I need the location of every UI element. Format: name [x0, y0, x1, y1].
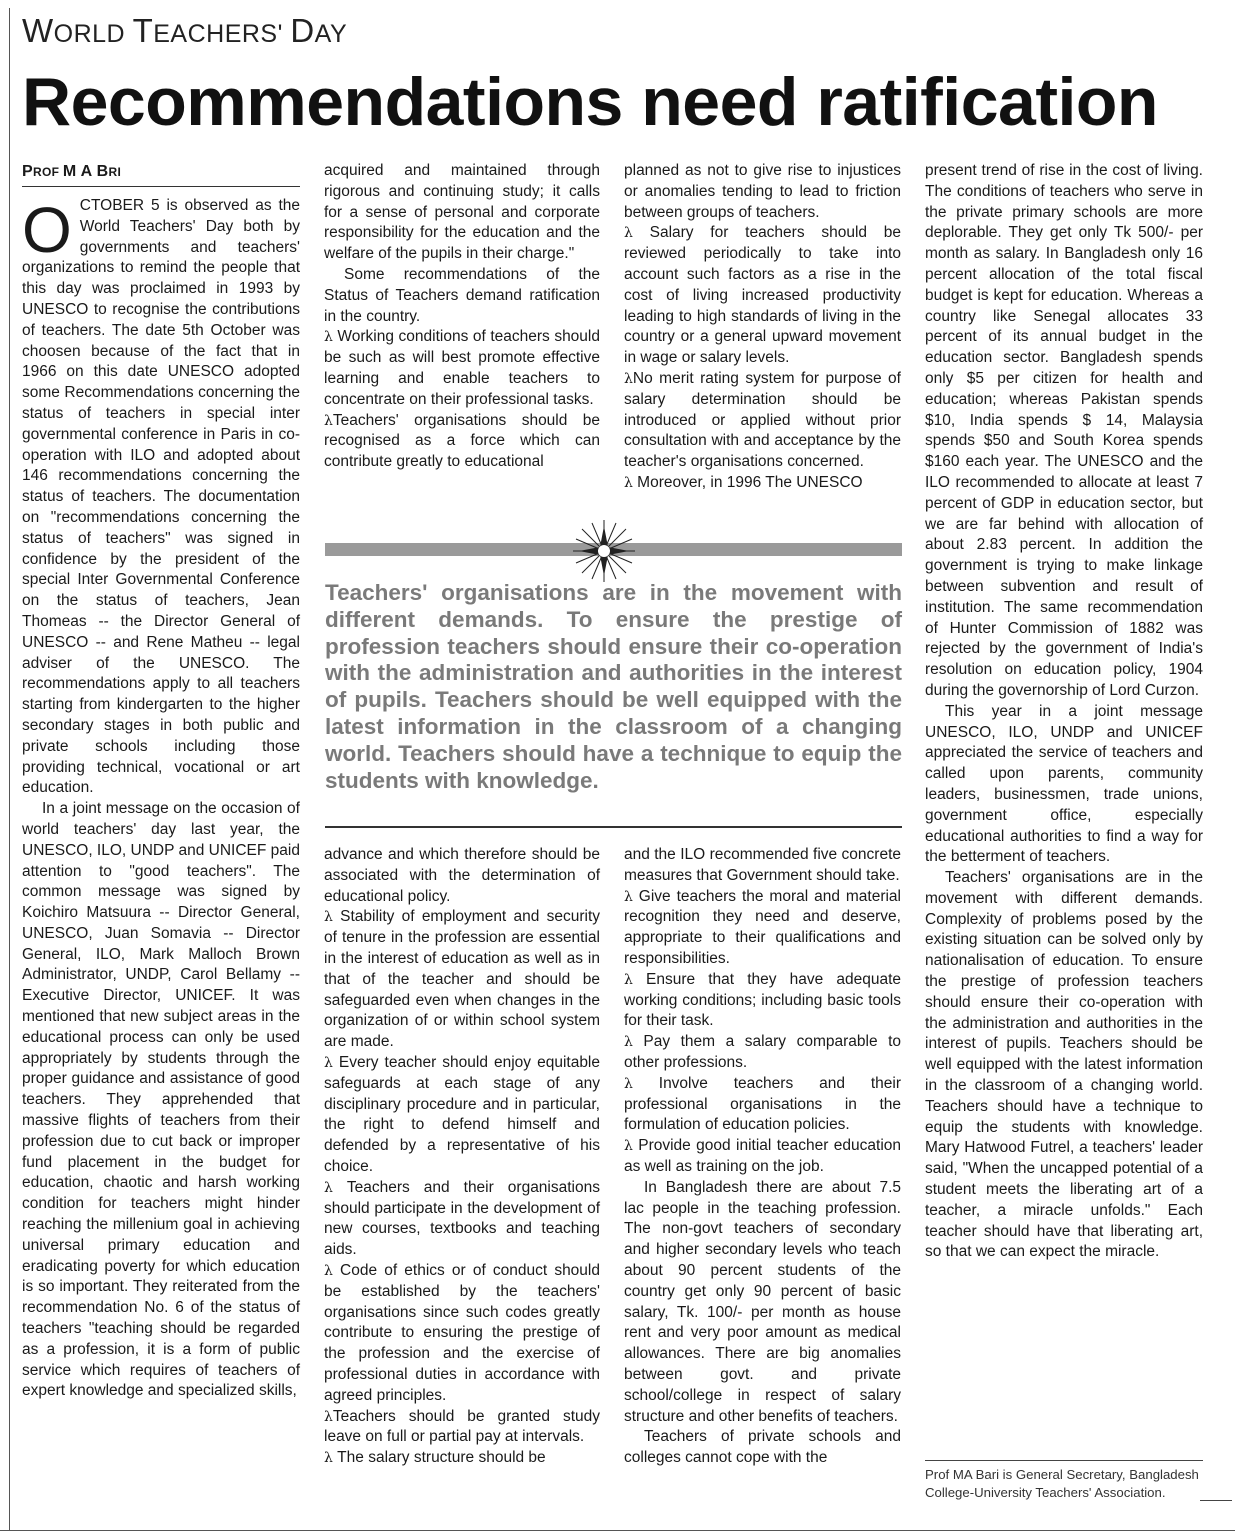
lambda-bullet-icon: λ [324, 909, 333, 926]
bullet-item: λTeachers' organisations should be recognised as a force which can contribute greatly to educational [324, 411, 600, 471]
column-4 [925, 161, 1203, 1263]
lambda-bullet-icon: λ [324, 1262, 333, 1279]
lambda-bullet-icon: λ [624, 1075, 633, 1092]
headline: Recommendations need ratification [22, 64, 1158, 140]
drop-cap: O [22, 194, 72, 266]
paragraph: In Bangladesh there are about 7.5 lac people in the teaching profession. The non-govt teachers of secondary and higher secondary levels who teach about 90 percent students of the country get only 90 percent of basic salary, Tk. 100/- per month as house rent and very poor amount as medical allowances. There are big anomalies between govt. and private school/college in respect of salary structure and other benefits of teachers. [624, 1178, 901, 1425]
lambda-bullet-icon: λ [624, 888, 633, 905]
lambda-bullet-icon: λ [624, 971, 633, 988]
lambda-bullet-icon: λ [324, 1054, 333, 1071]
paragraph: planned as not to give rise to injustices or anomalies tending to lead to friction between groups of teachers. [624, 162, 901, 221]
column-3-top [624, 161, 901, 494]
column-2-bottom [324, 845, 600, 1469]
lambda-bullet-icon: λ [324, 329, 333, 346]
bullet-item: λTeachers should be granted study leave on full or partial pay at intervals. [324, 1407, 600, 1446]
lambda-bullet-icon: λ [324, 1408, 333, 1425]
bottom-rule [0, 1530, 1235, 1531]
paragraph: advance and which therefore should be associated with the determination of educational policy. [324, 846, 600, 905]
lambda-bullet-icon: λ [324, 412, 333, 429]
paragraph: acquired and maintained through rigorous and continuing study; it calls for a sense of personal and corporate responsibility for the education and the welfare of the pupils in their charge." [324, 162, 600, 263]
bullet-item: λ Involve teachers and their professional organisations in the formulation of education policies. [624, 1074, 901, 1134]
bullet-item: λ Salary for teachers should be reviewed periodically to take into account such factors as a rise in the cost of living increased productivity leading to high standards of living in the country or a general upward movement in wage or salary levels. [624, 224, 901, 367]
bullet-item: λ The salary structure should be [324, 1449, 546, 1467]
lambda-bullet-icon: λ [624, 225, 633, 242]
bullet-item: λ Pay them a salary comparable to other professions. [624, 1033, 901, 1071]
bullet-item: λ Give teachers the moral and material recognition they need and deserve, appropriate to their qualifications and responsibilities. [624, 887, 901, 967]
bullet-item: λ Stability of employment and security of tenure in the profession are essential in the interest of education as well as in that of the teacher and should be safeguarded even when changes in the organization of or within school system are made. [324, 908, 600, 1051]
bullet-item: λ Code of ethics or of conduct should be established by the teachers' organisations since such codes greatly contribute to ensuring the prestige of the profession and the exercise of professional duties in accordance with agreed principles. [324, 1261, 600, 1404]
lambda-bullet-icon: λ [324, 1450, 333, 1467]
paragraph: This year in a joint message UNESCO, ILO, UNDP and UNICEF appreciated the service of teachers and called upon parents, community leaders, businessmen, trade unions, government office, especially educational authorities to find a way for the betterment of teachers. [925, 702, 1203, 866]
lambda-bullet-icon: λ [624, 370, 633, 387]
author-note-rule [925, 1460, 1203, 1461]
lambda-bullet-icon: λ [324, 1179, 333, 1196]
bullet-item: λ Provide good initial teacher education as well as training on the job. [624, 1137, 901, 1175]
starburst-icon [571, 518, 637, 584]
author-note-tail-rule [1200, 1500, 1232, 1501]
lead-paragraph: OCTOBER 5 is observed as the World Teachers' Day both by governments and teachers' organizations to remind the people that this day was proclaimed in 1993 by UNESCO to recognise the contributions of teachers. The date 5th October was choosen because of the fact that in 1966 on this date UNESCO adopted some Recommendations concerning the status of teachers in special inter governmental conference in Paris in co-operation with ILO and adopted about 146 recommendations concerning the status of teachers. The documentation on "recommendations concerning the status of teachers" was signed in confidence by the president of the special Inter Governmental Conference on the status of teachers, Jean Thomeas -- the Director General of UNESCO -- and Rene Matheu -- legal adviser of the UNESCO. The recommendations apply to all teachers starting from kindergarten to the higher secondary stages in both public and private schools including those providing technical, vocational or art education. [22, 194, 300, 797]
section-kicker: WORLD TEACHERS' DAY [22, 12, 348, 49]
paragraph: Some recommendations of the Status of Teachers demand ratification in the country. [324, 265, 600, 325]
pullquote: Teachers' organisations are in the movement with different demands. To ensure the prestige of profession teachers should ensure their co-operation with the administration and authorities in the interest of pupils. Teachers should be well equipped with the latest information in the classroom of a changing world. Teachers should have a technique to equip the students with knowledge. [325, 580, 902, 793]
column-2-top [324, 161, 600, 473]
lambda-bullet-icon: λ [624, 1138, 633, 1155]
lambda-bullet-icon: λ [624, 474, 633, 491]
paragraph: Teachers of private schools and colleges cannot cope with the [624, 1428, 901, 1467]
column-1 [22, 196, 300, 1402]
pullquote-rule [325, 826, 902, 828]
lambda-bullet-icon: λ [624, 1034, 633, 1051]
bullet-item: λ Ensure that they have adequate working conditions; including basic tools for their task. [624, 970, 901, 1030]
bullet-item: λ Working conditions of teachers should be such as will best promote effective learning and enable teachers to concentrate on their professional tasks. [324, 328, 600, 408]
paragraph: Teachers' organisations are in the movement with different demands. Complexity of problems posed by the existing situation can be solved only by nationalisation of education. To ensure the prestige of profession teachers should ensure their co-operation with the administration and authorities in the interest of pupils. Teachers should be well equipped with the latest information in the classroom of a changing world. Teachers should have a technique to equip the students with knowledge. Mary Hatwood Futrel, a teachers' leader said, "When the uncapped potential of a student meets the liberating art of a teacher, a miracle unfolds." Each teacher should have that liberating art, so that we can expect the miracle. [925, 869, 1203, 1261]
bullet-item: λ Every teacher should enjoy equitable safeguards at each stage of any disciplinary procedure and in particular, the right to defend himself and defended by a representative of his choice. [324, 1053, 600, 1175]
bullet-item: λ Teachers and their organisations should participate in the development of new courses, textbooks and teaching aids. [324, 1178, 600, 1259]
byline: PROF M A BRI [22, 160, 300, 187]
paragraph: and the ILO recommended five concrete measures that Government should take. [624, 846, 901, 884]
left-column-rule [9, 8, 10, 1530]
bullet-item: λNo merit rating system for purpose of salary determination should be introduced or applied without prior consultation with and acceptance by the teacher's organisations concerned. [624, 369, 901, 471]
paragraph: In a joint message on the occasion of world teachers' day last year, the UNESCO, ILO, UNDP and UNICEF paid attention to "good teachers". The common message was signed by Koichiro Matsuura -- Director General, UNESCO, Juan Somavia -- Director General, ILO, Mark Malloch Brown Administrator, UNDP, Carol Bellamy -- Executive Director, UNICEF. It was mentioned that new subject areas in the educational process can only be used appropriately by students through the proper guidance and assistance of good teachers. They apprehended that massive flights of teachers from their profession due to cut back or improper fund placement in the budget for education, chaotic and harsh working condition for teachers might hinder reaching the millenium goal in achieving universal primary education and eradicating poverty for which education is so important. They reiterated from the recommendation No. 6 of the status of teachers "teaching should be regarded as a profession, it is a form of public service which requires of teachers of expert knowledge and specialized skills, [22, 800, 300, 1400]
author-note: Prof MA Bari is General Secretary, Bangladesh College-University Teachers' Association. [925, 1467, 1199, 1500]
bullet-item: λ Moreover, in 1996 The UNESCO [624, 473, 863, 491]
column-3-bottom [624, 845, 901, 1469]
paragraph: present trend of rise in the cost of living. The conditions of teachers who serve in the private primary schools are more deplorable. They get only Tk 500/- per month as salary. In Bangladesh only 16 percent allocation of the total fiscal budget is kept for education. Whereas a country like Senegal allocates 33 percent of its annual budget in the education sector. Bangladesh spends only $5 per citizen for health and education; whereas Pakistan spends $10, India spends $ 14, Malaysia spends $50 and South Korea spends $160 each year. The UNESCO and the ILO recommended to allocate at least 7 percent of GDP in education sector, but we are far behind with allocation of about 2.83 percent. In addition the government is trying to make linkage between subvention and result of institution. The same recommendation of Hunter Commission of 1882 was rejected by the government of India's resolution on education policy, 1904 during the governorship of Lord Curzon. [925, 162, 1203, 699]
